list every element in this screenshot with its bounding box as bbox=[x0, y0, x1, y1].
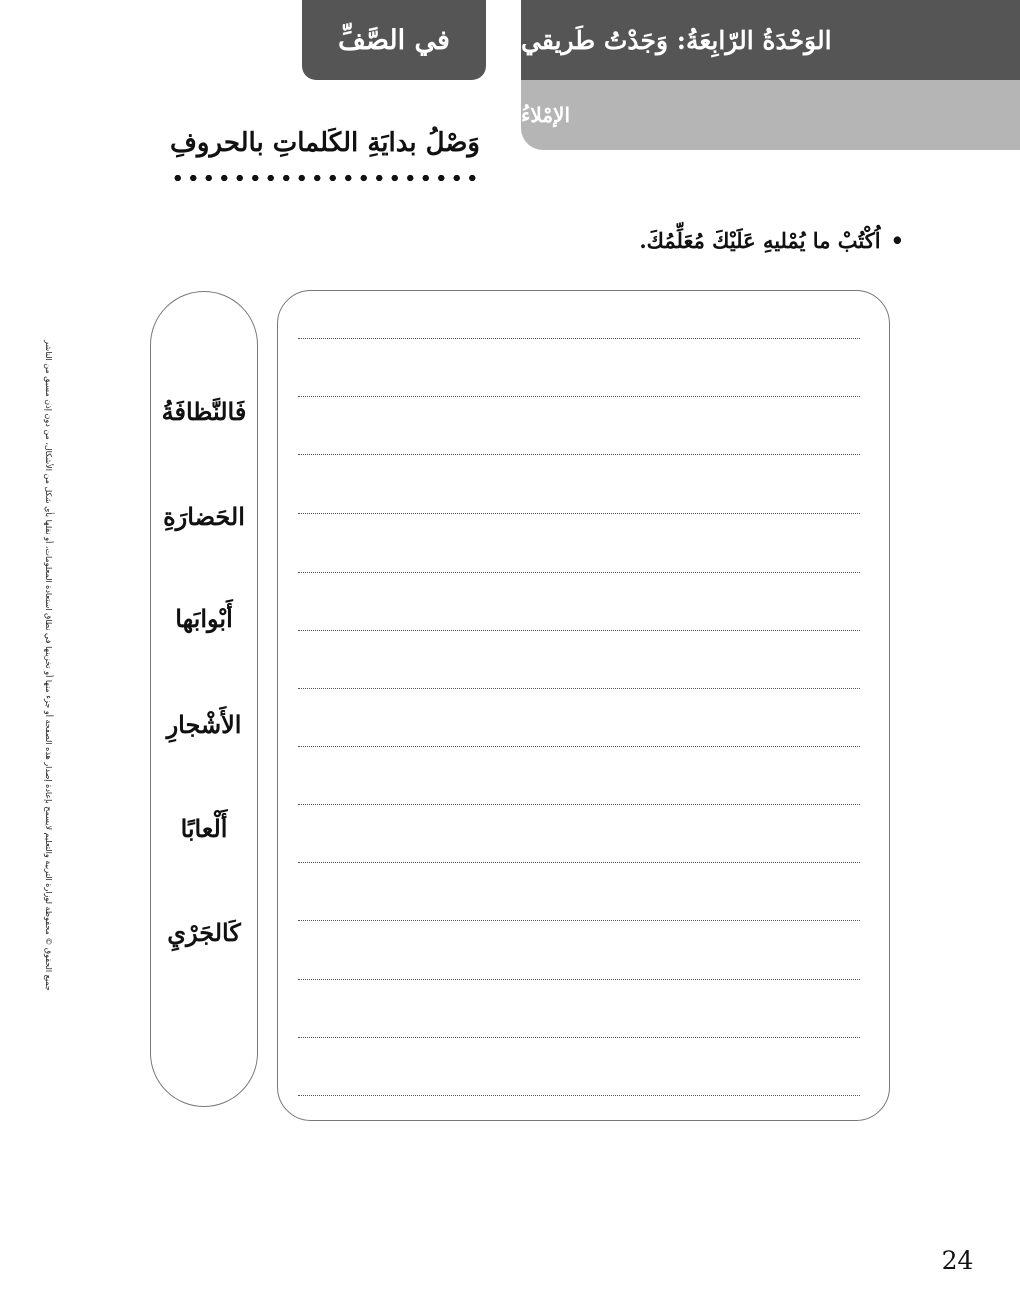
writing-line[interactable] bbox=[298, 746, 860, 747]
writing-line[interactable] bbox=[298, 862, 860, 863]
writing-line[interactable] bbox=[298, 454, 860, 455]
word-item: الأَشْجارِ bbox=[166, 710, 242, 739]
copyright-text: جميع الحقوق © محفوظة لوزارة التربية والتعليم لايسمح بإعادة إصدار هذه الصفحة أو جزء منها أو تخزينها في نطاق استعادة المعلومات، أو نقلها بأي شكل من الأشكال، من دون إذن مسبق من الناشر bbox=[43, 339, 53, 991]
writing-line[interactable] bbox=[298, 572, 860, 573]
writing-line[interactable] bbox=[298, 804, 860, 805]
class-tab: في الصَّفِّ bbox=[302, 0, 486, 80]
dotted-underline bbox=[170, 174, 480, 182]
bullet: • bbox=[890, 228, 904, 253]
word-item: كَالجَرْيِ bbox=[167, 918, 241, 947]
word-item: أَبْوابَها bbox=[175, 604, 233, 633]
word-item: أَلْعابًا bbox=[180, 814, 228, 843]
writing-area[interactable] bbox=[277, 290, 890, 1121]
lesson-label: الإمْلاءُ bbox=[521, 103, 571, 127]
word-box bbox=[150, 291, 258, 1107]
instruction bbox=[500, 228, 904, 253]
unit-title: الوَحْدَةُ الرّابِعَةُ: وَجَدْتُ طَريقي bbox=[521, 0, 1020, 80]
instruction-text: اُكْتُبْ ما يُمْليهِ عَلَيْكَ مُعَلِّمُكَ. bbox=[639, 228, 881, 253]
writing-line[interactable] bbox=[298, 979, 860, 980]
writing-line[interactable] bbox=[298, 630, 860, 631]
word-item: الحَضارَةِ bbox=[163, 502, 245, 531]
writing-line[interactable] bbox=[298, 688, 860, 689]
writing-line[interactable] bbox=[298, 1037, 860, 1038]
writing-line[interactable] bbox=[298, 1095, 860, 1096]
word-item: فَالنَّظافَةُ bbox=[161, 397, 247, 426]
writing-line[interactable] bbox=[298, 513, 860, 514]
connect-heading: وَصْلُ بدايَةِ الكَلماتِ بالحروفِ bbox=[169, 128, 480, 158]
writing-line[interactable] bbox=[298, 396, 860, 397]
writing-line[interactable] bbox=[298, 920, 860, 921]
writing-line[interactable] bbox=[298, 338, 860, 339]
copyright-notice bbox=[36, 300, 60, 1030]
page-number: 24 bbox=[941, 1246, 974, 1275]
